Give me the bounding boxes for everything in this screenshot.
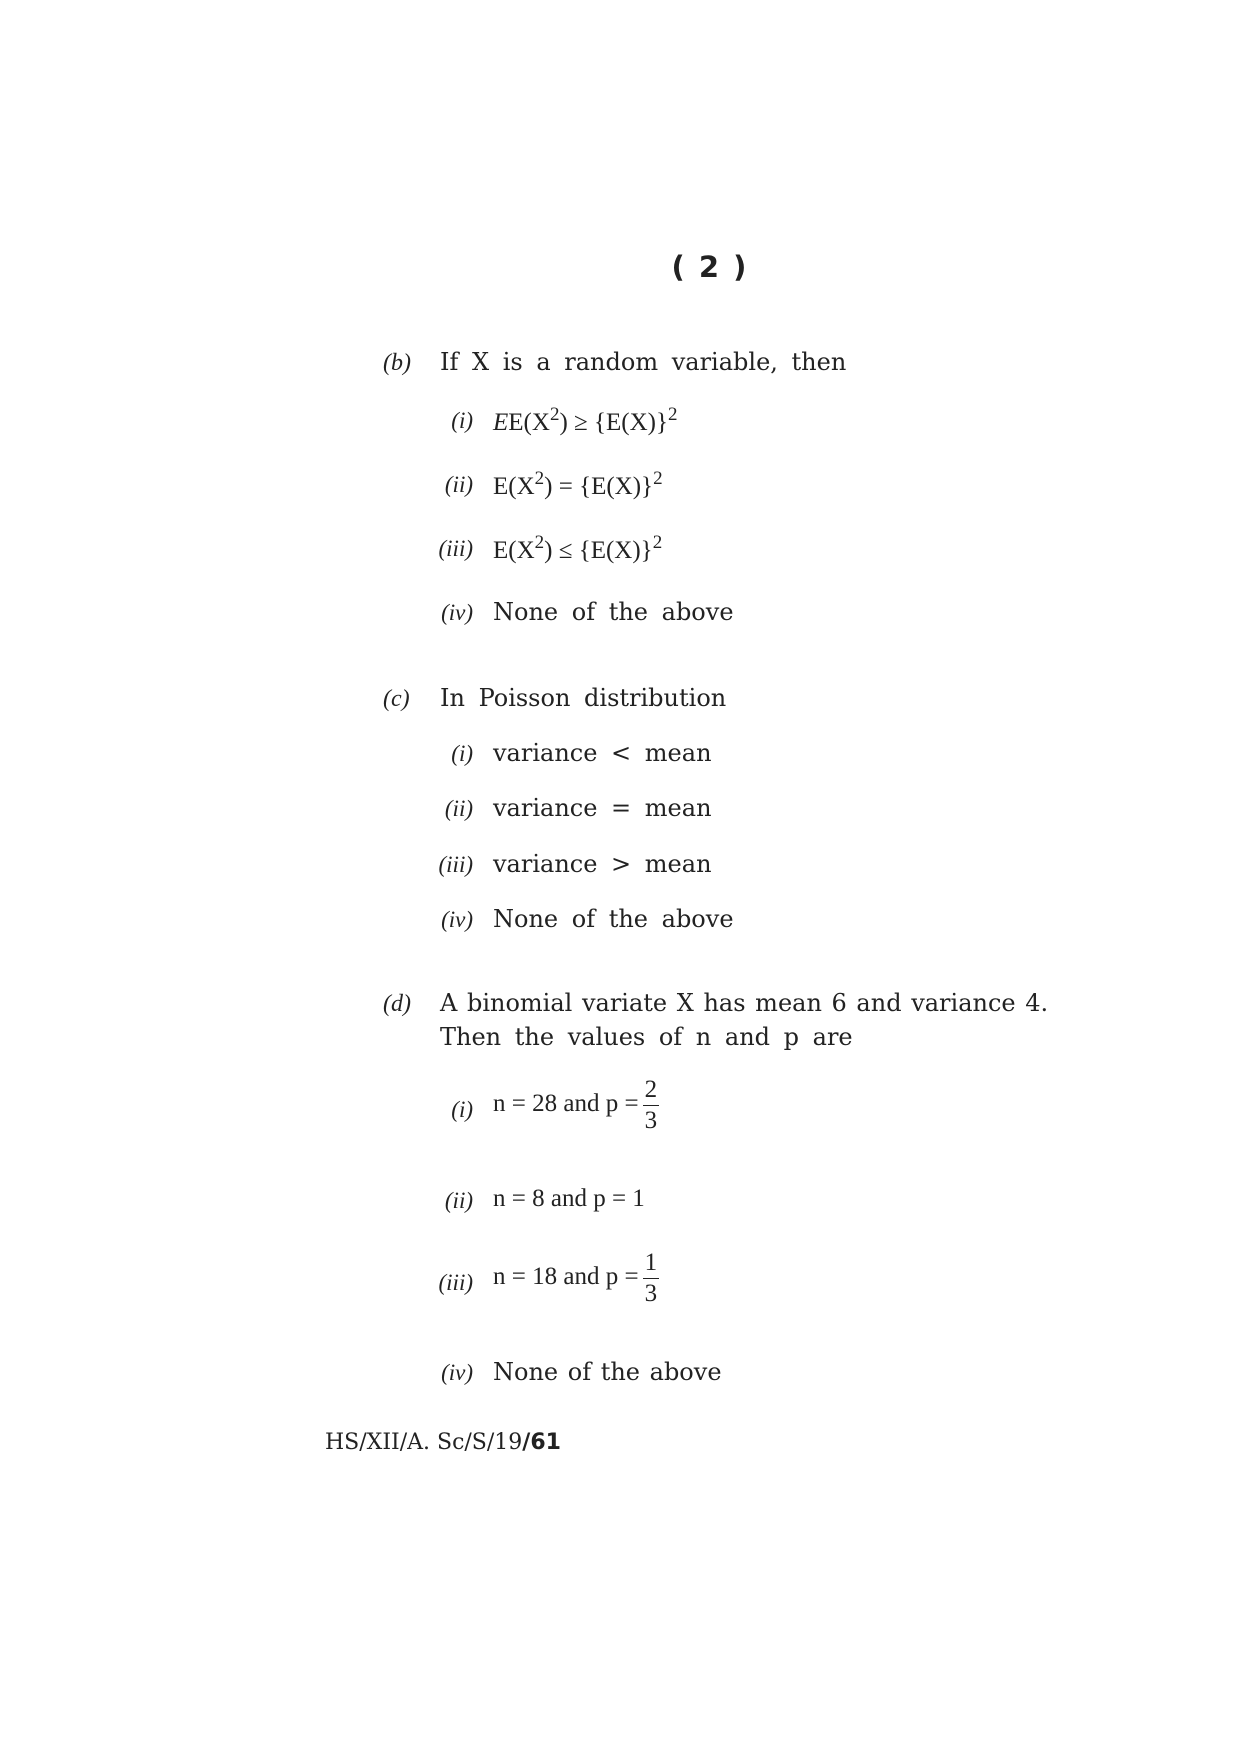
- option-c-i: variance < mean: [493, 739, 712, 767]
- option-b-iii-op: ) ≤ {E(X)}: [544, 537, 653, 564]
- option-b-iii: [493, 532, 662, 565]
- option-c-ii-label: (ii): [444, 796, 473, 821]
- option-d-i-denominator: 3: [644, 1107, 658, 1134]
- option-d-i: [493, 1077, 659, 1134]
- option-b-iii-exp2: 2: [652, 532, 663, 553]
- paper-code: [325, 1430, 561, 1455]
- option-d-i-label: (i): [451, 1097, 473, 1122]
- option-c-iii: variance > mean: [493, 850, 712, 878]
- option-d-iii-fraction: [643, 1250, 660, 1307]
- option-d-ii: n = 8 and p = 1: [493, 1185, 645, 1212]
- option-d-iii-denominator: 3: [644, 1280, 658, 1307]
- option-b-ii-lhs: E(X: [493, 473, 535, 500]
- math-e: E: [493, 409, 509, 436]
- option-c-ii: variance = mean: [493, 794, 712, 822]
- option-b-ii: [493, 468, 663, 501]
- option-d-iii-p: p =: [605, 1263, 639, 1291]
- option-c-iii-label: (iii): [438, 852, 473, 877]
- question-d-label: (d): [383, 991, 411, 1017]
- option-d-iii: [493, 1250, 659, 1307]
- option-b-ii-exp: 2: [534, 468, 545, 489]
- paper-code-text: HS/XII/A. Sc/S/19: [325, 1430, 523, 1455]
- option-d-iv-label: (iv): [441, 1360, 473, 1385]
- option-d-iii-numerator: 1: [643, 1250, 660, 1279]
- option-b-ii-exp2: 2: [653, 468, 663, 489]
- option-b-iv-label: (iv): [441, 600, 473, 625]
- paper-code-number: /61: [522, 1430, 561, 1455]
- question-c-label: (c): [383, 686, 410, 712]
- option-b-ii-op: ) = {E(X)}: [544, 473, 654, 500]
- option-d-ii-label: (ii): [444, 1188, 473, 1213]
- option-c-iv-label: (iv): [441, 907, 473, 932]
- option-d-i-p: p =: [605, 1090, 639, 1118]
- option-d-iii-label: (iii): [438, 1270, 473, 1295]
- option-b-i-op: ) ≥ {E(X)}: [559, 409, 668, 436]
- page-number: ( 2 ): [671, 250, 749, 284]
- question-b-text: If X is a random variable, then: [440, 348, 847, 376]
- option-d-iv: None of the above: [493, 1358, 722, 1386]
- option-d-iii-n: n = 18 and: [493, 1263, 606, 1291]
- question-d-line1: A binomial variate X has mean 6 and variance 4.: [440, 989, 1049, 1017]
- option-d-i-fraction: [643, 1077, 660, 1134]
- question-b-label: (b): [383, 350, 411, 376]
- option-b-iv: None of the above: [493, 598, 734, 626]
- option-b-i: [493, 404, 677, 437]
- option-b-iii-lhs: E(X: [493, 537, 535, 564]
- option-b-i-exp2: 2: [667, 404, 678, 425]
- option-c-i-label: (i): [451, 741, 473, 766]
- option-b-iii-exp: 2: [534, 532, 545, 553]
- option-d-i-n: n = 28 and: [493, 1090, 606, 1118]
- option-c-iv: None of the above: [493, 905, 734, 933]
- option-b-i-lhs: E(X: [508, 409, 550, 436]
- option-b-ii-label: (ii): [444, 472, 473, 497]
- question-d-line2: Then the values of n and p are: [440, 1023, 853, 1051]
- option-d-i-numerator: 2: [643, 1077, 660, 1106]
- option-b-i-label: (i): [451, 408, 473, 433]
- option-b-iii-label: (iii): [438, 536, 473, 561]
- option-b-i-exp: 2: [549, 404, 560, 425]
- question-c-text: In Poisson distribution: [440, 684, 727, 712]
